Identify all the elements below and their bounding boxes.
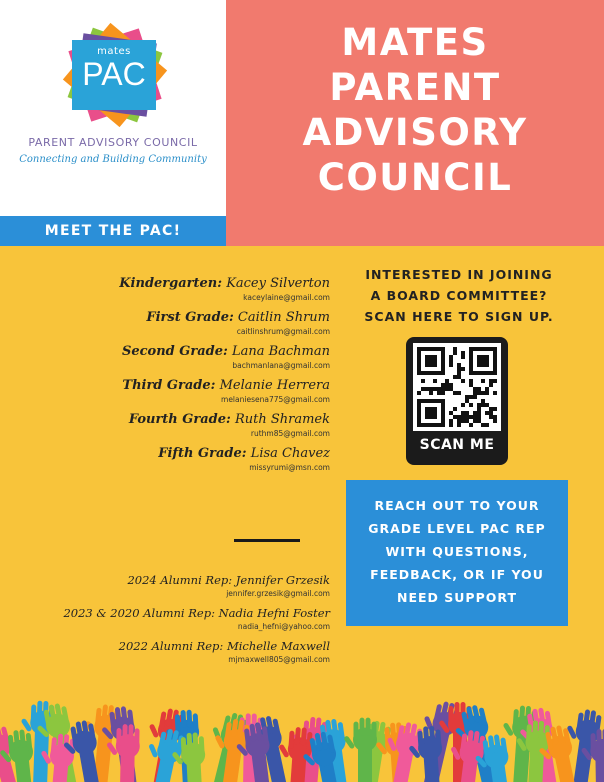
alumni-rep-list <box>20 573 330 672</box>
alumni-email: nadia_hefni@yahoo.com <box>237 622 330 631</box>
scan-me-label: SCAN ME <box>419 437 495 453</box>
join-line: A BOARD COMMITTEE? <box>370 288 548 303</box>
alumni-email: mjmaxwell805@gmail.com <box>228 655 330 664</box>
logo-big-text: PAC <box>82 56 146 92</box>
rep-grade: Fifth Grade: <box>158 446 247 461</box>
alumni-entry <box>20 639 330 664</box>
qr-pattern <box>417 347 497 427</box>
alumni-email: jennifer.grzesik@gmail.com <box>226 589 330 598</box>
rep-line <box>60 276 330 291</box>
rep-email: kaceylaine@gmail.com <box>243 293 330 302</box>
raised-hands-illustration <box>0 662 604 782</box>
rep-grade: First Grade: <box>146 310 234 325</box>
title-block <box>226 0 604 246</box>
rep-entry <box>60 446 330 472</box>
rep-email: missyrumi@msn.com <box>249 463 330 472</box>
rep-entry <box>60 344 330 370</box>
reach-out-box <box>346 480 568 626</box>
rep-name: Melanie Herrera <box>219 378 330 393</box>
hand-shape <box>343 718 377 782</box>
join-line: INTERESTED IN JOINING <box>365 267 553 282</box>
rep-grade: Kindergarten: <box>119 276 223 291</box>
pac-logo <box>60 18 170 133</box>
grade-rep-list <box>60 276 330 480</box>
rep-name: Lisa Chavez <box>250 446 330 461</box>
rep-name: Lana Bachman <box>231 344 330 359</box>
title-line: ADVISORY <box>302 111 528 154</box>
rep-entry <box>60 310 330 336</box>
rep-grade: Fourth Grade: <box>128 412 231 427</box>
rep-line <box>60 378 330 393</box>
rep-line <box>60 310 330 325</box>
rep-name: Kacey Silverton <box>226 276 330 291</box>
rep-email: bachmanlana@gmail.com <box>232 361 330 370</box>
rep-email: caitlinshrum@gmail.com <box>236 327 330 336</box>
title-line: MATES <box>341 21 489 64</box>
qr-code[interactable] <box>413 343 501 431</box>
reach-line: NEED SUPPORT <box>397 590 517 605</box>
rep-name: Ruth Shramek <box>234 412 330 427</box>
rep-line <box>60 412 330 427</box>
logo-core <box>72 40 156 110</box>
qr-code-card[interactable] <box>406 337 508 465</box>
page-title <box>226 20 604 200</box>
alumni-line: 2023 & 2020 Alumni Rep: Nadia Hefni Foster <box>63 606 330 620</box>
rep-grade: Second Grade: <box>121 344 228 359</box>
rep-name: Caitlin Shrum <box>237 310 330 325</box>
alumni-entry <box>20 606 330 631</box>
alumni-entry <box>20 573 330 598</box>
rep-line <box>60 344 330 359</box>
rep-line <box>60 446 330 461</box>
join-committee-text <box>346 264 572 327</box>
rep-email: ruthm85@gmail.com <box>250 429 330 438</box>
logo-small-text: mates <box>97 46 131 57</box>
join-line: SCAN HERE TO SIGN UP. <box>364 309 554 324</box>
hand-shape <box>139 725 186 782</box>
logo-panel <box>0 0 226 216</box>
meet-the-pac-banner: MEET THE PAC! <box>0 216 226 246</box>
alumni-line: 2022 Alumni Rep: Michelle Maxwell <box>118 639 330 653</box>
reach-line: WITH QUESTIONS, <box>385 544 529 559</box>
rep-entry <box>60 378 330 404</box>
logo-caption: PARENT ADVISORY COUNCIL <box>28 136 198 149</box>
rep-grade: Third Grade: <box>122 378 216 393</box>
reach-line: GRADE LEVEL PAC REP <box>368 521 546 536</box>
reach-line: FEEDBACK, OR IF YOU <box>370 567 544 582</box>
rep-entry <box>60 276 330 302</box>
logo-tagline: Connecting and Building Community <box>19 154 207 165</box>
title-line: PARENT <box>329 66 501 109</box>
section-divider <box>234 539 300 542</box>
rep-entry <box>60 412 330 438</box>
reach-line: REACH OUT TO YOUR <box>374 498 540 513</box>
title-line: COUNCIL <box>317 156 513 199</box>
alumni-line: 2024 Alumni Rep: Jennifer Grzesik <box>127 573 330 587</box>
rep-email: melaniesena775@gmail.com <box>221 395 330 404</box>
